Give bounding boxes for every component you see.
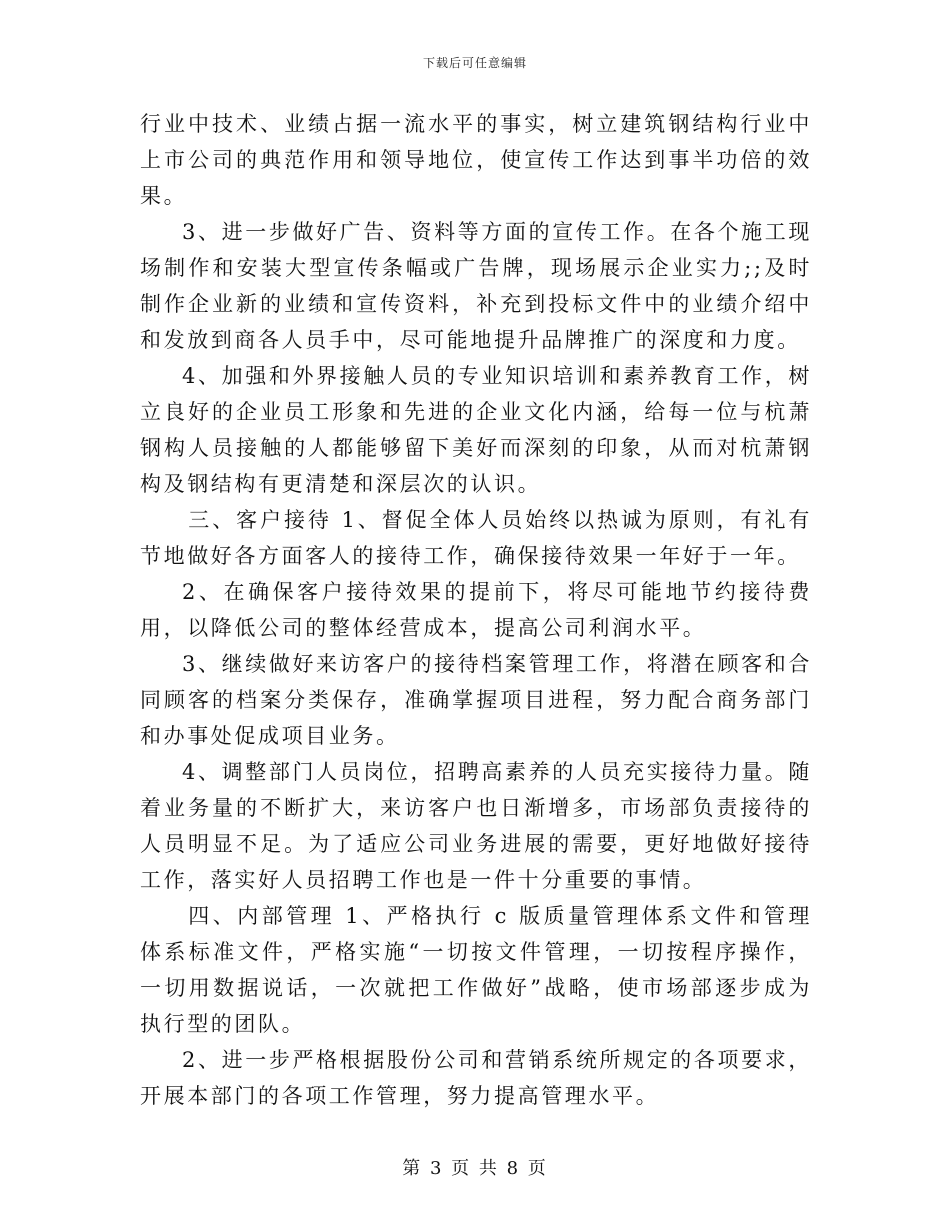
paragraph-reception-4: 4、调整部门人员岗位，招聘高素养的人员充实接待力量。随着业务量的不断扩大，来访客户也日渐增多，市场部负责接待的人员明显不足。为了适应公司业务进展的需要，更好地做好接待工作，落实好人员招聘工作也是一件十分重要的事情。 bbox=[140, 760, 812, 892]
paragraph-publicity-3: 3、进一步做好广告、资料等方面的宣传工作。在各个施工现场制作和安装大型宣传条幅或广告牌，现场展示企业实力;;及时制作企业新的业绩和宣传资料，补充到投标文件中的业绩介绍中和发放到商各人员手中，尽可能地提升品牌推广的深度和力度。 bbox=[140, 220, 812, 352]
paragraph-reception-3: 3、继续做好来访客户的接待档案管理工作，将潜在顾客和合同顾客的档案分类保存，准确掌握项目进程，努力配合商务部门和办事处促成项目业务。 bbox=[140, 652, 812, 748]
paragraph-reception-2: 2、在确保客户接待效果的提前下，将尽可能地节约接待费用，以降低公司的整体经营成本，提高公司利润水平。 bbox=[140, 580, 812, 640]
paragraph-management-2: 2、进一步严格根据股份公司和营销系统所规定的各项要求，开展本部门的各项工作管理，努力提高管理水平。 bbox=[140, 1048, 812, 1108]
paragraph-continuation: 行业中技术、业绩占据一流水平的事实，树立建筑钢结构行业中上市公司的典范作用和领导地位，使宣传工作达到事半功倍的效果。 bbox=[140, 112, 812, 208]
document-body bbox=[140, 106, 812, 1114]
paragraph-management-heading: 四、内部管理 1、严格执行 c 版质量管理体系文件和管理体系标准文件，严格实施“一切按文件管理，一切按程序操作，一切用数据说话，一次就把工作做好”战略，使市场部逐步成为执行型的团队。 bbox=[140, 904, 812, 1036]
paragraph-publicity-4: 4、加强和外界接触人员的专业知识培训和素养教育工作，树立良好的企业员工形象和先进的企业文化内涵，给每一位与杭萧钢构人员接触的人都能够留下美好而深刻的印象，从而对杭萧钢构及钢结构有更清楚和深层次的认识。 bbox=[140, 364, 812, 496]
paragraph-reception-heading: 三、客户接待 1、督促全体人员始终以热诚为原则，有礼有节地做好各方面客人的接待工作，确保接待效果一年好于一年。 bbox=[140, 508, 812, 568]
page-header: 下载后可任意编辑 bbox=[422, 56, 527, 70]
page-number: 第 3 页 共 8 页 bbox=[402, 1158, 548, 1179]
